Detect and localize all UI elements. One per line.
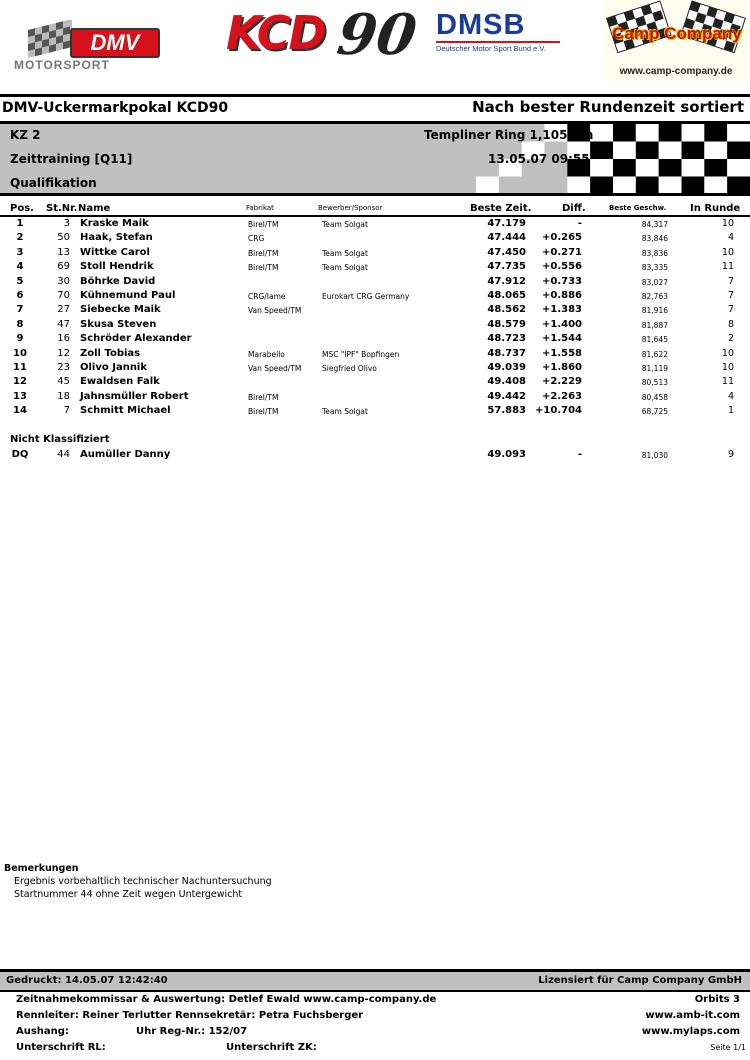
- best-speed-cell: 81,622: [641, 349, 668, 359]
- remark-line: Ergebnis vorbehaltlich technischer Nachuntersuchung: [14, 876, 272, 887]
- best-time-cell: 47.735: [487, 261, 526, 273]
- best-time-cell: 47.450: [487, 246, 526, 258]
- driver-name-cell: Wittke Carol: [80, 246, 150, 258]
- entrant-cell: Team Solgat: [322, 248, 368, 258]
- chassis-cell: Birel/TM: [248, 248, 279, 258]
- best-time-cell: 48.723: [487, 333, 526, 345]
- position-cell: 8: [16, 318, 24, 330]
- lap-cell: 4: [727, 232, 734, 244]
- driver-name-cell: Kühnemund Paul: [80, 290, 176, 301]
- footer-bar: [0, 972, 750, 990]
- driver-name-cell: Schmitt Michael: [80, 405, 171, 417]
- printed-timestamp: Gedruckt: 14.05.07 12:42:40: [6, 975, 168, 986]
- start-number-cell: 69: [57, 261, 70, 273]
- best-speed-cell: 68,725: [641, 407, 668, 417]
- header-rule: [0, 215, 750, 217]
- entrant-cell: Siegfried Olivo: [322, 364, 377, 373]
- gap-cell: +1.383: [541, 304, 582, 316]
- position-cell: 11: [13, 362, 27, 373]
- start-number-cell: 12: [57, 347, 70, 359]
- logo-banner: [0, 0, 750, 88]
- best-time-cell: 48.065: [487, 290, 526, 301]
- dmsb-logo-text: DMSB: [436, 9, 526, 41]
- lap-cell: 2: [727, 333, 734, 345]
- driver-name-cell: Jahnsmüller Robert: [80, 390, 189, 402]
- gap-cell: +1.558: [541, 347, 582, 359]
- start-number-cell: 47: [57, 318, 70, 330]
- col-name: Name: [78, 203, 111, 214]
- start-number-cell: 23: [57, 362, 70, 373]
- chassis-cell: Birel/TM: [248, 263, 279, 273]
- position-cell: 3: [16, 246, 24, 258]
- remark-line: Startnummer 44 ohne Zeit wegen Untergewicht: [14, 889, 243, 900]
- gap-cell: +0.265: [541, 232, 582, 244]
- table-row: [0, 247, 750, 261]
- gap-cell: +0.886: [541, 290, 582, 301]
- position-cell: 14: [13, 405, 27, 417]
- title-row: [0, 96, 750, 122]
- position-cell: 4: [16, 261, 24, 273]
- driver-name-cell: Siebecke Maik: [80, 304, 161, 316]
- dmsb-divider: [436, 41, 560, 43]
- start-number-cell: 45: [57, 376, 70, 388]
- position-cell: 1: [16, 218, 24, 229]
- lap-cell: 4: [727, 390, 734, 402]
- col-diff: Diff.: [562, 203, 586, 214]
- race-officials: Rennleiter: Reiner Terlutter Rennsekretär: Petra Fuchsberger: [16, 1010, 364, 1021]
- kcd-logo-text: KCD: [226, 6, 325, 60]
- table-row: [0, 348, 750, 362]
- best-speed-cell: 80,458: [641, 392, 668, 402]
- best-time-cell: 47.179: [487, 218, 526, 229]
- session-datetime: 13.05.07 09:55: [488, 152, 590, 166]
- best-time-cell: 49.408: [487, 376, 526, 388]
- best-speed-cell: 81,119: [641, 364, 668, 373]
- footer-bottom-rule: [0, 990, 750, 992]
- table-row: [0, 290, 750, 304]
- gap-cell: +1.860: [541, 362, 582, 373]
- driver-name-cell: Zoll Tobias: [80, 347, 141, 359]
- driver-name-cell: Schröder Alexander: [80, 333, 192, 345]
- gap-cell: +0.271: [541, 246, 582, 258]
- chassis-cell: Van Speed/TM: [248, 364, 302, 373]
- lap-cell: 11: [721, 376, 734, 388]
- chassis-cell: Van Speed/TM: [248, 306, 302, 316]
- gap-cell: +0.556: [541, 261, 582, 273]
- driver-name-cell: Aumüller Danny: [80, 449, 171, 460]
- driver-name-cell: Stoll Hendrik: [80, 261, 154, 273]
- entrant-cell: Team Solgat: [322, 220, 368, 229]
- driver-name-cell: Skusa Steven: [80, 318, 157, 330]
- amb-url: www.amb-it.com: [645, 1010, 740, 1021]
- kcd90-logo: [226, 2, 421, 78]
- lap-cell: 1: [727, 405, 734, 417]
- position-cell: DQ: [11, 449, 29, 460]
- best-time-cell: 48.579: [487, 318, 526, 330]
- camp-company-logo-text: Camp Company: [612, 24, 742, 43]
- best-time-cell: 57.883: [487, 405, 526, 417]
- position-cell: 7: [16, 304, 24, 316]
- best-time-cell: 47.912: [487, 275, 526, 287]
- lap-cell: 7: [727, 304, 734, 316]
- signature-rl: Unterschrift RL:: [16, 1042, 106, 1053]
- gap-cell: +0.733: [541, 275, 582, 287]
- best-time-cell: 48.562: [487, 304, 526, 316]
- table-row: [0, 391, 750, 405]
- lap-cell: 9: [727, 449, 734, 460]
- gap-cell: +10.704: [535, 405, 582, 417]
- session-type: Qualifikation: [10, 176, 97, 190]
- table-row: [0, 376, 750, 390]
- mylaps-url: www.mylaps.com: [641, 1026, 740, 1037]
- chassis-cell: CRG: [248, 234, 265, 244]
- track-label: Templiner Ring 1,105 Km: [424, 128, 594, 142]
- col-fabrikat: Fabrikat: [246, 204, 274, 212]
- start-number-cell: 7: [63, 405, 70, 417]
- signature-zk: Unterschrift ZK:: [226, 1042, 317, 1053]
- col-nr: St.Nr.: [46, 203, 78, 214]
- lap-cell: 10: [721, 218, 734, 229]
- position-cell: 6: [16, 290, 24, 301]
- entrant-cell: MSC "IPF" Bopfingen: [322, 349, 400, 359]
- start-number-cell: 3: [63, 218, 70, 229]
- not-classified-label: Nicht Klassifiziert: [10, 434, 110, 445]
- dmv-badge: DMV: [70, 28, 160, 58]
- best-time-cell: 49.093: [487, 449, 526, 460]
- dmv-logo: [12, 8, 160, 72]
- gap-cell: +1.544: [541, 333, 582, 345]
- best-speed-cell: 83,027: [641, 277, 668, 287]
- registration-number: Uhr Reg-Nr.: 152/07: [136, 1026, 248, 1037]
- camp-company-logo: [602, 0, 750, 82]
- class-label: KZ 2: [10, 128, 41, 142]
- position-cell: 9: [16, 333, 24, 345]
- kcd-logo-number: 90: [333, 2, 421, 68]
- table-row: [0, 405, 750, 419]
- best-speed-cell: 80,513: [641, 378, 668, 388]
- best-speed-cell: 83,335: [641, 263, 668, 273]
- start-number-cell: 50: [57, 232, 70, 244]
- table-row: [0, 218, 750, 232]
- lap-cell: 11: [721, 261, 734, 273]
- remarks-title: Bemerkungen: [4, 863, 79, 874]
- event-title: DMV-Uckermarkpokal KCD90: [2, 100, 229, 116]
- driver-name-cell: Olivo Jannik: [80, 362, 148, 373]
- best-time-cell: 48.737: [487, 347, 526, 359]
- best-speed-cell: 81,887: [641, 320, 668, 330]
- table-row: [0, 319, 750, 333]
- driver-name-cell: Kraske Maik: [80, 218, 149, 229]
- table-row: [0, 276, 750, 290]
- gap-cell: +1.400: [541, 318, 582, 330]
- start-number-cell: 44: [57, 449, 70, 460]
- driver-name-cell: Ewaldsen Falk: [80, 376, 160, 388]
- entrant-cell: Eurokart CRG Germany: [322, 292, 410, 301]
- best-speed-cell: 83,846: [641, 234, 668, 244]
- aushang-label: Aushang:: [16, 1026, 69, 1037]
- driver-name-cell: Böhrke David: [80, 275, 156, 287]
- gap-cell: +2.263: [541, 390, 582, 402]
- lap-cell: 8: [727, 318, 734, 330]
- lap-cell: 10: [721, 347, 734, 359]
- col-pos: Pos.: [10, 203, 34, 214]
- best-speed-cell: 81,645: [641, 335, 668, 345]
- chassis-cell: Birel/TM: [248, 407, 279, 417]
- best-speed-cell: 84,317: [641, 220, 668, 229]
- dmsb-logo-subtitle: Deutscher Motor Sport Bund e.V.: [436, 44, 546, 53]
- lap-cell: 10: [721, 362, 734, 373]
- dmsb-logo: [436, 10, 560, 60]
- table-row: [0, 362, 750, 376]
- col-best-time: Beste Zeit.: [470, 203, 532, 214]
- software-label: Orbits 3: [694, 994, 740, 1005]
- best-speed-cell: 82,763: [641, 292, 668, 301]
- col-bewerber: Bewerber/Sponsor: [318, 204, 383, 212]
- chassis-cell: CRG/Iame: [248, 292, 286, 301]
- best-speed-cell: 83,836: [641, 248, 668, 258]
- chassis-cell: Birel/TM: [248, 220, 279, 229]
- col-round: In Runde: [690, 203, 741, 214]
- start-number-cell: 18: [57, 390, 70, 402]
- start-number-cell: 27: [57, 304, 70, 316]
- camp-company-url: www.camp-company.de: [619, 66, 733, 77]
- dmv-subtitle: MOTORSPORT: [14, 58, 110, 72]
- table-row: [0, 304, 750, 318]
- gap-cell: -: [577, 218, 582, 229]
- start-number-cell: 70: [57, 290, 70, 301]
- start-number-cell: 30: [57, 275, 70, 287]
- position-cell: 10: [13, 347, 27, 359]
- license-note: Lizensiert für Camp Company GmbH: [538, 975, 742, 986]
- info-bottom-rule: [0, 193, 750, 196]
- best-speed-cell: 81,030: [641, 451, 668, 460]
- position-cell: 13: [13, 390, 27, 402]
- lap-cell: 7: [727, 290, 734, 301]
- lap-cell: 10: [721, 246, 734, 258]
- best-time-cell: 49.039: [487, 362, 526, 373]
- position-cell: 5: [16, 275, 24, 287]
- table-row: [0, 333, 750, 347]
- entrant-cell: Team Solgat: [322, 263, 368, 273]
- session-label: Zeittraining [Q11]: [10, 152, 133, 166]
- timing-official: Zeitnahmekommissar & Auswertung: Detlef Ewald www.camp-company.de: [16, 994, 437, 1005]
- table-row: [0, 449, 750, 463]
- col-speed: Beste Geschw.: [609, 204, 667, 212]
- best-speed-cell: 81,916: [641, 306, 668, 316]
- lap-cell: 7: [727, 275, 734, 287]
- gap-cell: -: [577, 449, 582, 460]
- gap-cell: +2.229: [541, 376, 582, 388]
- session-info-panel: [0, 124, 750, 194]
- start-number-cell: 13: [57, 246, 70, 258]
- entrant-cell: Team Solgat: [322, 407, 368, 417]
- table-row: [0, 261, 750, 275]
- driver-name-cell: Haak, Stefan: [80, 232, 153, 244]
- best-time-cell: 49.442: [487, 390, 526, 402]
- position-cell: 12: [13, 376, 27, 388]
- table-row: [0, 232, 750, 246]
- chassis-cell: Marabello: [248, 349, 285, 359]
- sort-note: Nach bester Rundenzeit sortiert: [472, 98, 744, 116]
- best-time-cell: 47.444: [487, 232, 526, 244]
- page-number: Seite 1/1: [710, 1043, 746, 1052]
- chassis-cell: Birel/TM: [248, 392, 279, 402]
- start-number-cell: 16: [57, 333, 70, 345]
- position-cell: 2: [16, 232, 24, 244]
